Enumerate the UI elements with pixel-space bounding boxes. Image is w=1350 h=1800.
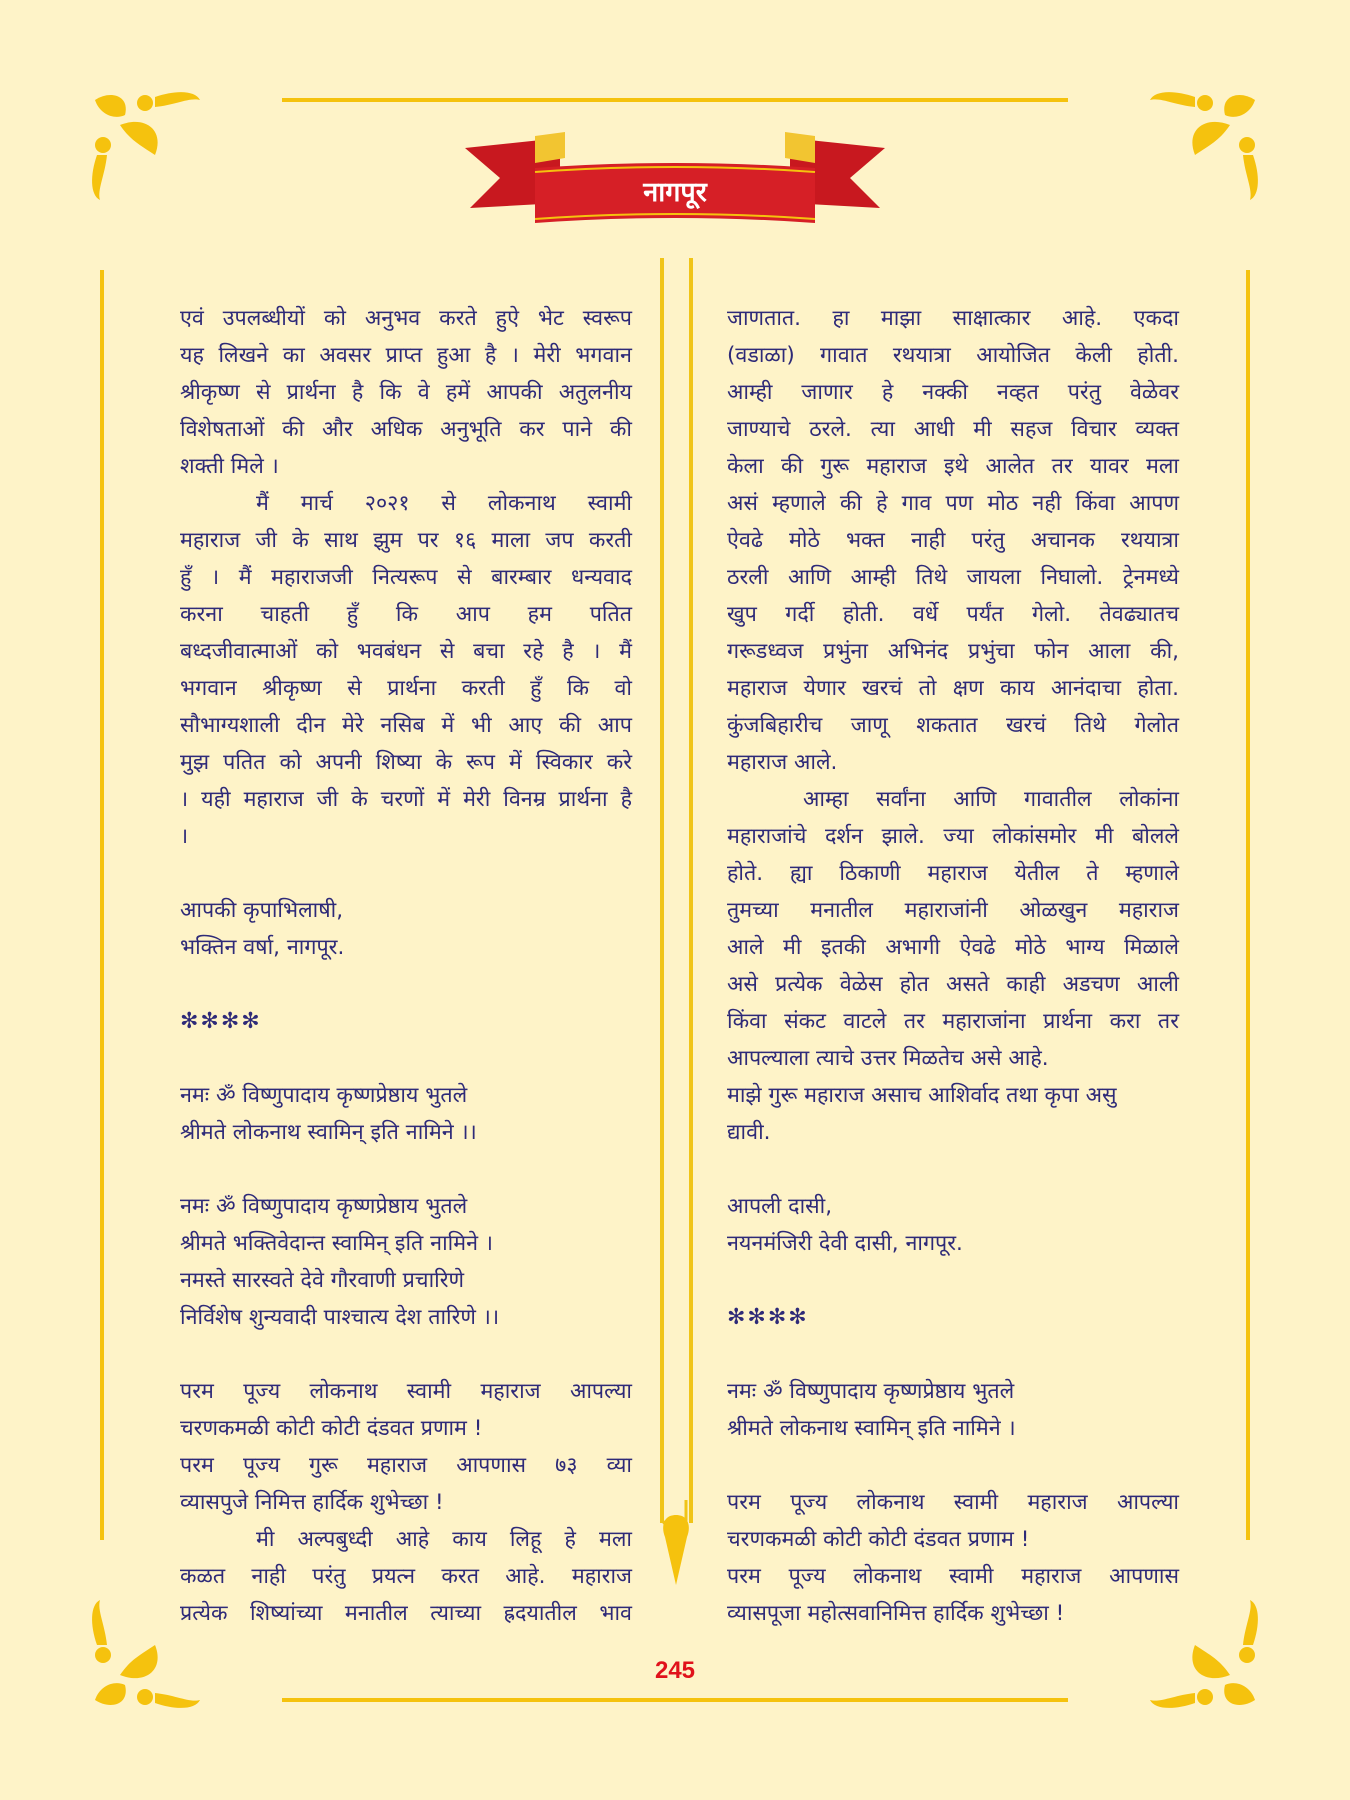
blank-line: [180, 855, 632, 892]
text-line: चरणकमळी कोटी कोटी दंडवत प्रणाम !: [727, 1527, 1030, 1552]
text-line: मैं मार्च २०२१ से लोकनाथ स्वामी: [256, 491, 632, 516]
text-line: किंवा संकट वाटले तर महाराजांना प्रार्थना करा तर: [727, 1009, 1179, 1034]
text-line: (वडाळा) गावात रथयात्रा आयोजित केली होती.: [727, 343, 1179, 368]
text-line: महाराज आले.: [727, 750, 838, 775]
blank-line: [180, 1336, 632, 1373]
text-line: परम पूज्य लोकनाथ स्वामी महाराज आपल्या: [180, 1379, 632, 1404]
text-line: केला की गुरू महाराज इथे आलेत तर यावर मला: [727, 454, 1179, 479]
text-line: यह लिखने का अवसर प्राप्त हुआ है । मेरी भगवान: [180, 343, 632, 368]
text-line: व्यासपूजा महोत्सवानिमित्त हार्दिक शुभेच्छा !: [727, 1601, 1065, 1626]
frame-top-line: [282, 98, 1068, 102]
blank-line: [180, 1040, 632, 1077]
text-line: बध्दजीवात्माओं को भवबंधन से बचा रहे है । मैं: [180, 639, 632, 664]
text-line: । यही महाराज जी के चरणों में मेरी विनम्र प्रार्थना है: [180, 787, 632, 812]
text-line: श्रीमते लोकनाथ स्वामिन् इति नामिने ।: [727, 1416, 1016, 1441]
blank-line: [727, 1447, 1179, 1484]
text-line: प्रत्येक शिष्यांच्या मनातील त्याच्या ह्रदयातील भाव: [180, 1601, 632, 1626]
text-line: गरूडध्वज प्रभुंना अभिनंद प्रभुंचा फोन आला की,: [727, 639, 1179, 664]
text-line: जाण्याचे ठरले. त्या आधी मी सहज विचार व्यक्त: [727, 417, 1179, 442]
text-line: निर्विशेष शुन्यवादी पाश्चात्य देश तारिणे ।।: [180, 1305, 500, 1330]
text-line: हुँ । मैं महाराजजी नित्यरूप से बारम्बार धन्यवाद: [180, 565, 632, 590]
text-line: माझे गुरू महाराज असाच आशिर्वाद तथा कृपा असु: [727, 1083, 1117, 1108]
page-number: 245: [654, 1657, 696, 1684]
text-line: महाराजांचे दर्शन झाले. ज्या लोकांसमोर मी बोलले: [727, 824, 1179, 849]
blank-line: [727, 1151, 1179, 1188]
text-line: करना चाहती हुँ कि आप हम पतित: [180, 602, 632, 627]
text-line: भक्तिन वर्षा, नागपूर.: [180, 935, 345, 960]
text-line: श्रीकृष्ण से प्रार्थना है कि वे हमें आपकी अतुलनीय: [180, 380, 632, 405]
blank-line: [727, 1336, 1179, 1373]
pendant-drop-icon: [661, 1515, 691, 1585]
text-line: असे प्रत्येक वेळेस होत असते काही अडचण आली: [727, 972, 1179, 997]
frame-bottom-line: [282, 1698, 1068, 1702]
text-line: नमः ॐ विष्णुपादाय कृष्णप्रेष्ठाय भुतले: [727, 1379, 1015, 1404]
text-line: शक्ती मिले ।: [180, 454, 279, 479]
text-line: आपल्याला त्याचे उत्तर मिळतेच असे आहे.: [727, 1046, 1049, 1071]
text-line: मुझ पतित को अपनी शिष्या के रूप में स्विकार करे: [180, 750, 632, 775]
text-line: कुंजबिहारीच जाणू शकतात खरचं तिथे गेलोत: [727, 713, 1179, 738]
page-title: नागपूर: [643, 177, 707, 208]
text-line: द्यावी.: [727, 1120, 771, 1145]
section-separator: ✻✻✻✻: [727, 1305, 809, 1330]
text-line: ।: [180, 824, 189, 849]
text-line: नमस्ते सारस्वते देवे गौरवाणी प्रचारिणे: [180, 1268, 465, 1293]
text-line: आले मी इतकी अभागी ऐवढे मोठे भाग्य मिळाले: [727, 935, 1179, 960]
text-line: आपली दासी,: [727, 1194, 833, 1219]
text-line: चरणकमळी कोटी कोटी दंडवत प्रणाम !: [180, 1416, 483, 1441]
text-line: श्रीमते भक्तिवेदान्त स्वामिन् इति नामिने ।: [180, 1231, 493, 1256]
text-line: आम्हा सर्वांना आणि गावातील लोकांना: [803, 787, 1179, 812]
section-separator: ✻✻✻✻: [180, 1009, 262, 1034]
blank-line: [180, 966, 632, 1003]
blank-line: [180, 1151, 632, 1188]
text-line: नयनमंजिरी देवी दासी, नागपूर.: [727, 1231, 963, 1256]
text-line: सौभाग्यशाली दीन मेरे नसिब में भी आए की आप: [180, 713, 632, 738]
text-line: महाराज जी के साथ झुम पर १६ माला जप करती: [180, 528, 632, 553]
left-column-text: [180, 300, 632, 1632]
text-line: परम पूज्य लोकनाथ स्वामी महाराज आपणास: [727, 1564, 1179, 1589]
text-line: परम पूज्य लोकनाथ स्वामी महाराज आपल्या: [727, 1490, 1179, 1515]
text-line: एवं उपलब्धीयों को अनुभव करते हुऐ भेट स्वरूप: [180, 306, 632, 331]
text-line: व्यासपुजे निमित्त हार्दिक शुभेच्छा !: [180, 1490, 444, 1515]
text-line: परम पूज्य गुरू महाराज आपणास ७३ व्या: [180, 1453, 632, 1478]
frame-right-line: [1246, 270, 1250, 1540]
frame-left-line: [100, 270, 104, 1540]
text-line: मी अल्पबुध्दी आहे काय लिहू हे मला: [256, 1527, 632, 1552]
column-divider-left-line: [660, 258, 664, 1523]
text-line: होते. ह्या ठिकाणी महाराज येतील ते म्हणाले: [727, 861, 1179, 886]
text-line: महाराज येणार खरचं तो क्षण काय आनंदाचा होता.: [727, 676, 1179, 701]
text-line: ठरली आणि आम्ही तिथे जायला निघालो. ट्रेनमध्ये: [727, 565, 1179, 590]
text-line: ऐवढे मोठे भक्त नाही परंतु अचानक रथयात्रा: [727, 528, 1179, 553]
column-divider-right-line: [689, 258, 693, 1523]
blank-line: [727, 1262, 1179, 1299]
text-line: नमः ॐ विष्णुपादाय कृष्णप्रेष्ठाय भुतले: [180, 1194, 468, 1219]
text-line: आपकी कृपाभिलाषी,: [180, 898, 344, 923]
text-line: जाणतात. हा माझा साक्षात्कार आहे. एकदा: [727, 306, 1179, 331]
text-line: आम्ही जाणार हे नक्की नव्हत परंतु वेळेवर: [727, 380, 1179, 405]
text-line: तुमच्या मनातील महाराजांनी ओळखुन महाराज: [727, 898, 1179, 923]
text-line: कळत नाही परंतु प्रयत्न करत आहे. महाराज: [180, 1564, 632, 1589]
right-column-text: [727, 300, 1179, 1632]
text-line: भगवान श्रीकृष्ण से प्रार्थना करती हुँ कि वो: [180, 676, 632, 701]
text-line: विशेषताओं की और अधिक अनुभूति कर पाने की: [180, 417, 632, 442]
text-line: असं म्हणाले की हे गाव पण मोठ नही किंवा आपण: [727, 491, 1179, 516]
text-line: श्रीमते लोकनाथ स्वामिन् इति नामिने ।।: [180, 1120, 477, 1145]
text-line: नमः ॐ विष्णुपादाय कृष्णप्रेष्ठाय भुतले: [180, 1083, 468, 1108]
text-line: खुप गर्दी होती. वर्धे पर्यंत गेलो. तेवढ्यातच: [727, 602, 1179, 627]
